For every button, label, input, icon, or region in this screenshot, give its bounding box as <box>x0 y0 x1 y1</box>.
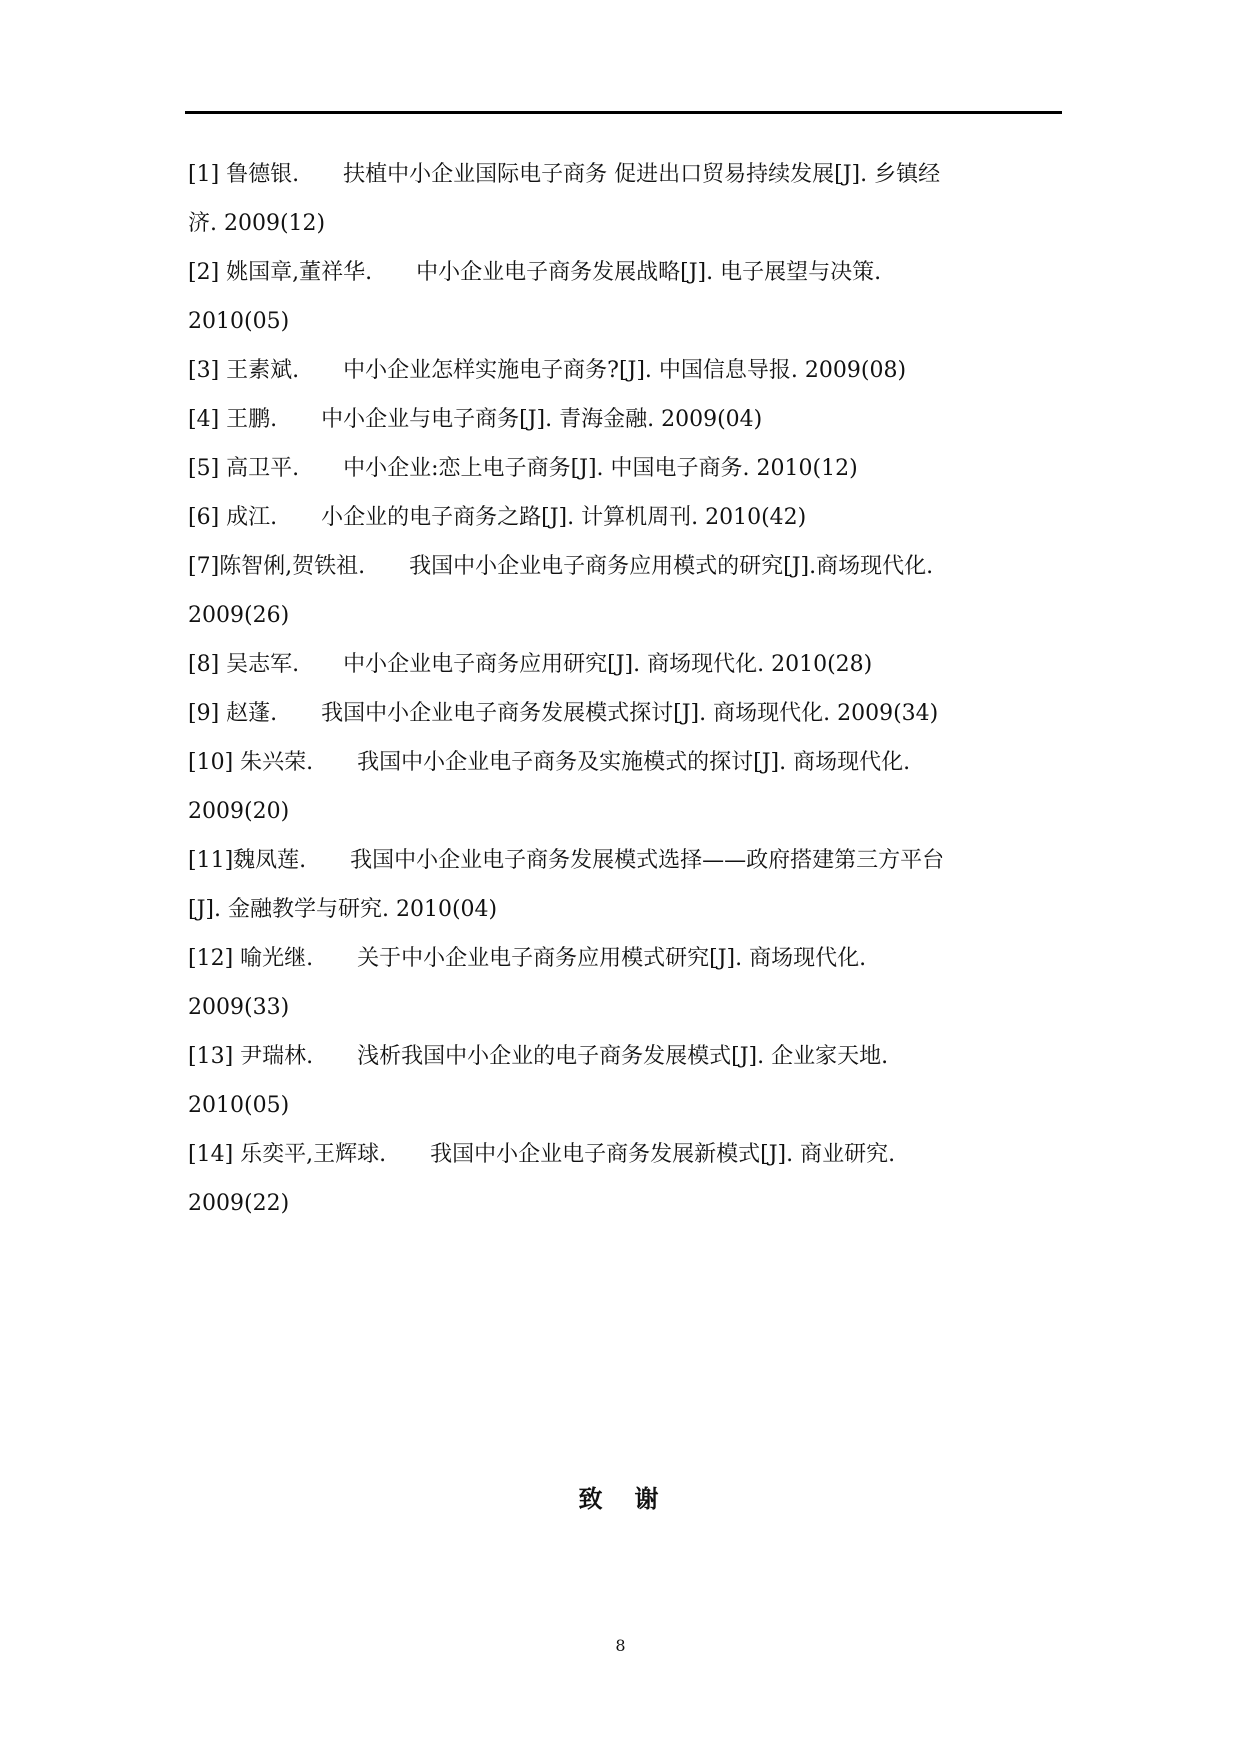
reference-line: [9] 赵蓬. 我国中小企业电子商务发展模式探讨[J]. 商场现代化. 2009(34) <box>188 701 939 726</box>
reference-entry <box>188 542 1060 640</box>
reference-line: [6] 成江. 小企业的电子商务之路[J]. 计算机周刊. 2010(42) <box>188 505 807 530</box>
reference-line: [10] 朱兴荣. 我国中小企业电子商务及实施模式的探讨[J]. 商场现代化. <box>188 750 911 775</box>
reference-entry <box>188 346 1060 395</box>
reference-line: [11]魏凤莲. 我国中小企业电子商务发展模式选择——政府搭建第三方平台 <box>188 848 945 873</box>
reference-line: [J]. 金融教学与研究. 2010(04) <box>188 897 498 922</box>
reference-line: [5] 高卫平. 中小企业:恋上电子商务[J]. 中国电子商务. 2010(12) <box>188 456 858 481</box>
acknowledgement-heading: 致 谢 <box>578 1485 663 1513</box>
reference-line: 2009(22) <box>188 1191 290 1216</box>
reference-line: [7]陈智俐,贺铁祖. 我国中小企业电子商务应用模式的研究[J].商场现代化. <box>188 554 934 579</box>
reference-entry <box>188 395 1060 444</box>
header-rule <box>185 111 1062 114</box>
reference-entry <box>188 640 1060 689</box>
reference-line: 2010(05) <box>188 1093 290 1118</box>
reference-line: 济. 2009(12) <box>188 211 326 236</box>
reference-line: [1] 鲁德银. 扶植中小企业国际电子商务 促进出口贸易持续发展[J]. 乡镇经 <box>188 162 941 187</box>
page-number: 8 <box>615 1636 626 1655</box>
reference-line: 2009(33) <box>188 995 290 1020</box>
reference-list <box>188 150 1060 1228</box>
reference-line: [14] 乐奕平,王辉球. 我国中小企业电子商务发展新模式[J]. 商业研究. <box>188 1142 896 1167</box>
reference-entry <box>188 934 1060 1032</box>
reference-line: [12] 喻光继. 关于中小企业电子商务应用模式研究[J]. 商场现代化. <box>188 946 867 971</box>
reference-entry <box>188 248 1060 346</box>
reference-line: 2009(26) <box>188 603 290 628</box>
reference-line: 2010(05) <box>188 309 290 334</box>
reference-entry <box>188 738 1060 836</box>
reference-line: [4] 王鹏. 中小企业与电子商务[J]. 青海金融. 2009(04) <box>188 407 763 432</box>
reference-entry <box>188 689 1060 738</box>
reference-entry <box>188 493 1060 542</box>
reference-entry <box>188 444 1060 493</box>
reference-entry <box>188 1130 1060 1228</box>
reference-line: [3] 王素斌. 中小企业怎样实施电子商务?[J]. 中国信息导报. 2009(08) <box>188 358 907 383</box>
reference-line: [2] 姚国章,董祥华. 中小企业电子商务发展战略[J]. 电子展望与决策. <box>188 260 882 285</box>
reference-line: [8] 吴志军. 中小企业电子商务应用研究[J]. 商场现代化. 2010(28) <box>188 652 873 677</box>
reference-entry <box>188 836 1060 934</box>
reference-entry <box>188 1032 1060 1130</box>
reference-line: [13] 尹瑞林. 浅析我国中小企业的电子商务发展模式[J]. 企业家天地. <box>188 1044 889 1069</box>
reference-line: 2009(20) <box>188 799 290 824</box>
reference-entry <box>188 150 1060 248</box>
